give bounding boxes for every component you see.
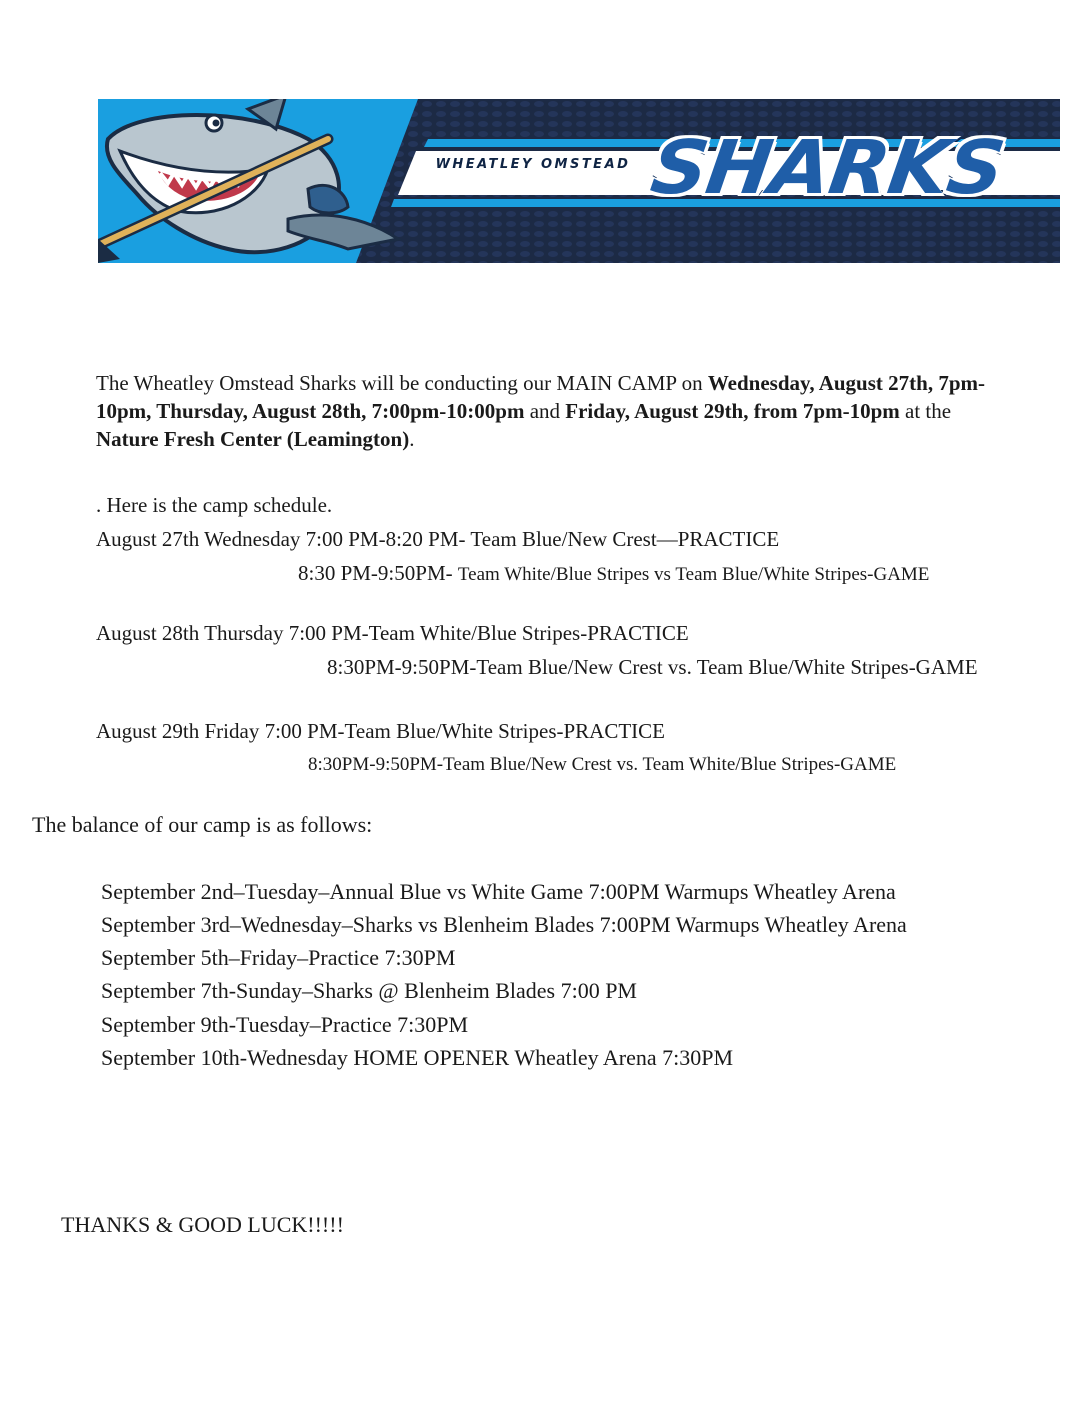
closing-message: THANKS & GOOD LUCK!!!!! <box>61 1212 344 1237</box>
intro-venue-bold: Nature Fresh Center (Leamington) <box>96 427 410 451</box>
intro-dates-bold: Wednesday, August 27th, 7pm-10pm, Thursday, August 28th, 7:00pm-10:00pm <box>96 371 985 423</box>
intro-text-4: . <box>409 427 415 451</box>
intro-text-1: The Wheatley Omstead Sharks will be conducting our MAIN CAMP on <box>96 371 708 395</box>
schedule-day-1-game-time: 8:30 PM-9:50PM- <box>298 561 458 585</box>
balance-item: September 7th-Sunday–Sharks @ Blenheim Blades 7:00 PM <box>101 978 637 1003</box>
schedule-day-1-game-teams: Team White/Blue Stripes vs Team Blue/White Stripes-GAME <box>457 564 930 585</box>
schedule-day-1: August 27th Wednesday 7:00 PM-8:20 PM- Team Blue/New Crest—PRACTICE <box>96 527 780 551</box>
schedule-day-2: August 28th Thursday 7:00 PM-Team White/Blue Stripes-PRACTICE <box>96 621 689 645</box>
schedule-day-2-game: 8:30PM-9:50PM-Team Blue/New Crest vs. Team Blue/White Stripes-GAME <box>327 655 978 679</box>
banner-subtitle: WHEATLEY OMSTEAD <box>435 157 631 172</box>
schedule-day-3: August 29th Friday 7:00 PM-Team Blue/White Stripes-PRACTICE <box>96 719 665 743</box>
balance-item: September 3rd–Wednesday–Sharks vs Blenheim Blades 7:00PM Warmups Wheatley Arena <box>101 912 907 937</box>
balance-item: September 9th-Tuesday–Practice 7:30PM <box>101 1012 469 1037</box>
balance-item: September 2nd–Tuesday–Annual Blue vs White Game 7:00PM Warmups Wheatley Arena <box>101 879 896 904</box>
schedule-intro: . Here is the camp schedule. <box>96 493 333 517</box>
balance-item: September 5th–Friday–Practice 7:30PM <box>101 945 456 970</box>
schedule-day-3-game: 8:30PM-9:50PM-Team Blue/New Crest vs. Team White/Blue Stripes-GAME <box>308 754 897 775</box>
team-banner <box>98 99 1060 263</box>
intro-text-3: at the <box>899 399 952 423</box>
balance-item: September 10th-Wednesday HOME OPENER Wheatley Arena 7:30PM <box>101 1045 734 1070</box>
balance-heading: The balance of our camp is as follows: <box>32 812 373 837</box>
banner-logo-text: SHARKS <box>645 125 1009 211</box>
intro-friday-bold: Friday, August 29th, from 7pm-10pm <box>565 399 900 423</box>
intro-text-2: and <box>524 399 566 423</box>
schedule-day-1-game <box>298 560 929 587</box>
intro-paragraph <box>96 369 1006 453</box>
